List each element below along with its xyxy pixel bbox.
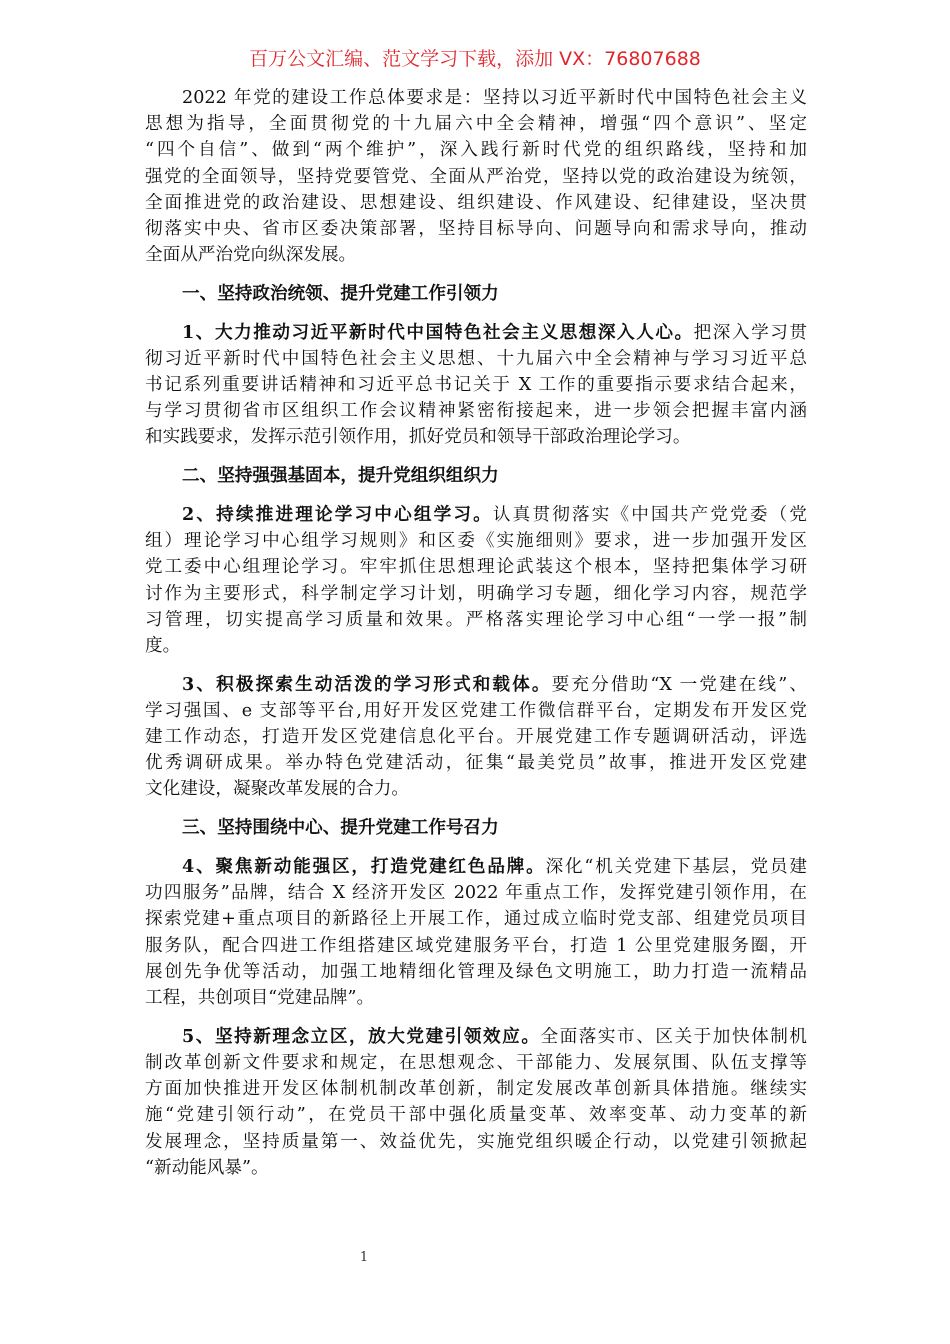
text-line: 学习强国、e 支部等平台,用好开发区党建工作微信群平台，定期发布开发区党: [145, 700, 807, 721]
paragraph: [145, 854, 807, 1011]
paragraph-text: 认真贯彻落实《中国共产党党委（党: [492, 505, 807, 525]
paragraph: [145, 320, 807, 451]
text-line: 二、坚持强强基固本，提升党组织组织力: [182, 465, 499, 487]
text-line: 彻落实中央、省市区委决策部署，坚持目标导向、问题导向和需求导向，推动: [145, 218, 807, 239]
paragraph-lead: 4、聚焦新动能强区，打造党建红色品牌。: [182, 856, 546, 878]
paragraph: [145, 672, 807, 803]
paragraph-lead: 3、积极探索生动活泼的学习形式和载体。: [182, 673, 552, 695]
text-line: 功四服务”品牌，结合 X 经济开发区 2022 年重点工作，发挥党建引领作用，在: [145, 883, 807, 904]
paragraph: [145, 502, 807, 659]
text-line: 思想为指导，全面贯彻党的十九届六中全会精神，增强“四个意识”、坚定: [145, 114, 807, 135]
paragraph: [145, 1024, 807, 1181]
text-line: 强党的全面领导，坚持党要管党、全面从严治党，坚持以党的政治建设为统领，: [145, 166, 807, 187]
paragraph-lead: 2、持续推进理论学习中心组学习。: [182, 504, 493, 525]
section-heading: [145, 281, 807, 307]
text-line: 工程，共创项目“党建品牌”。: [145, 987, 375, 1008]
paragraph-lead: 1、大力推动习近平新时代中国特色社会主义思想深入人心。: [182, 321, 694, 343]
paragraph-lead: 5、坚持新理念立区，放大党建引领效应。: [182, 1025, 541, 1047]
text-line: 发展理念，坚持质量第一、效益优先，实施党组织暖企行动，以党建引领掀起: [145, 1131, 807, 1152]
text-line: 全面推进党的政治建设、思想建设、组织建设、作风建设、纪律建设，坚决贯: [145, 192, 807, 213]
text-line: [145, 854, 807, 880]
text-line: 全面从严治党向纵深发展。: [145, 245, 357, 266]
text-line: 度。: [145, 635, 181, 656]
text-line: 习管理，切实提高学习质量和效果。严格落实理论学习中心组“一学一报”制: [145, 609, 807, 630]
section-heading: [145, 463, 807, 489]
text-line: 探索党建+重点项目的新路径上开展工作，通过成立临时党支部、组建党员项目: [145, 909, 807, 930]
text-line: 服务队，配合四进工作组搭建区域党建服务平台，打造 1 公里党建服务圈，开: [145, 935, 807, 956]
text-line: [145, 320, 807, 346]
paragraph-text: 把深入学习贯: [693, 322, 807, 343]
paragraph: [145, 85, 807, 268]
paragraph-text: 要充分借助“X 一党建在线”、: [551, 674, 808, 695]
text-line: 建工作动态，打造开发区党建信息化平台。开展党建工作专题调研活动，评选: [145, 727, 807, 748]
text-line: 书记系列重要讲话精神和习近平总书记关于 X 工作的重要指示要求结合起来，: [145, 375, 807, 396]
page-number: 1: [359, 1250, 369, 1265]
text-line: [145, 1024, 807, 1050]
text-line: 文化建设，凝聚改革发展的合力。: [145, 779, 409, 800]
text-line: [145, 502, 807, 528]
text-line: 制改革创新文件要求和规定，在思想观念、干部能力、发展氛围、队伍支撑等: [145, 1052, 807, 1073]
text-line: 一、坚持政治统领、提升党建工作引领力: [182, 282, 499, 304]
text-line: 讨作为主要形式，科学制定学习计划，明确学习专题，细化学习内容，规范学: [145, 583, 807, 604]
text-line: 三、坚持围绕中心、提升党建工作号召力: [182, 817, 499, 839]
watermark-banner: 百万公文汇编、范文学习下载，添加 VX：76807688: [249, 48, 701, 70]
text-line: 党工委中心组理论学习。牢牢抓住思想理论武装这个根本，坚持把集体学习研: [145, 557, 807, 578]
text-line: 和实践要求，发挥示范引领作用，抓好党员和领导干部政治理论学习。: [145, 427, 691, 448]
paragraph-text: 深化“机关党建下基层，党员建: [545, 857, 807, 878]
text-line: 方面加快推进开发区体制机制改革创新，制定发展改革创新具体措施。继续实: [145, 1079, 807, 1100]
paragraph-text: 全面落实市、区关于加快体制机: [540, 1026, 807, 1047]
text-line: 2022 年党的建设工作总体要求是：坚持以习近平新时代中国特色社会主义: [182, 88, 807, 108]
text-line: “新动能风暴”。: [145, 1157, 269, 1178]
text-line: 优秀调研成果。举办特色党建活动，征集“最美党员”故事，推进开发区党建: [145, 753, 807, 774]
text-line: “四个自信”、做到“两个维护”，深入践行新时代党的组织路线，坚持和加: [145, 140, 807, 161]
text-line: 与学习贯彻省市区组织工作会议精神紧密衔接起来，进一步领会把握丰富内涵: [145, 401, 807, 422]
text-line: 展创先争优等活动，加强工地精细化管理及绿色文明施工，助力打造一流精品: [145, 961, 807, 982]
section-heading: [145, 815, 807, 841]
text-line: 组）理论学习中心组学习规则》和区委《实施细则》要求，进一步加强开发区: [145, 531, 807, 552]
document-body: [145, 85, 807, 1193]
text-line: 施“党建引领行动”，在党员干部中强化质量变革、效率变革、动力变革的新: [145, 1105, 807, 1126]
text-line: [145, 672, 807, 698]
text-line: 彻习近平新时代中国特色社会主义思想、十九届六中全会精神与学习习近平总: [145, 348, 807, 369]
